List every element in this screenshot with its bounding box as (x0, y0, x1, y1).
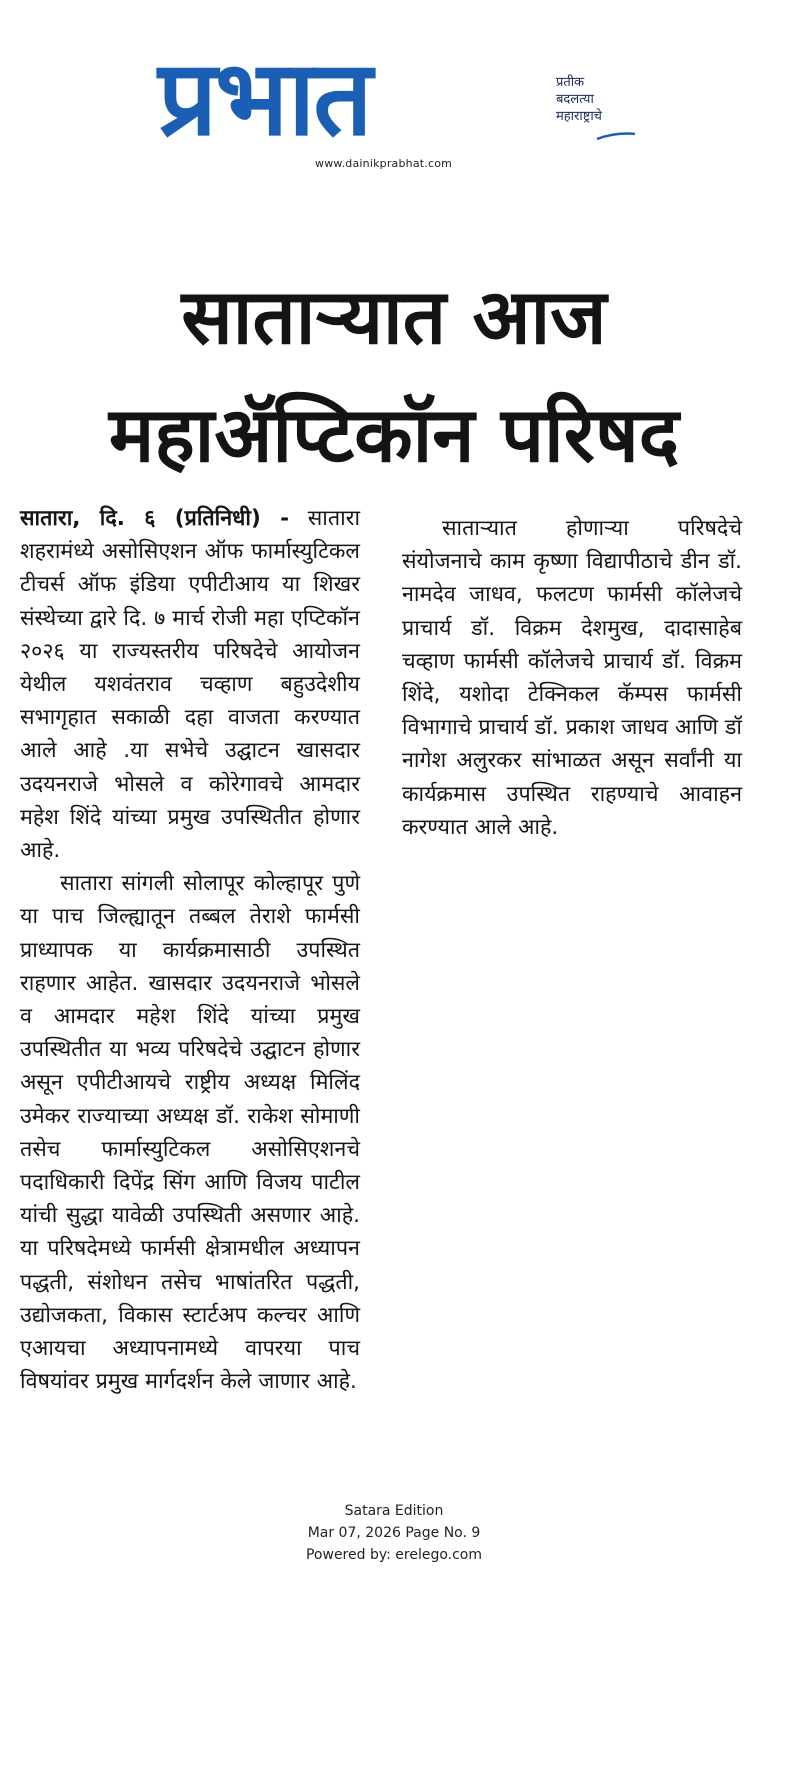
tagline-line-2: बदलत्या (556, 92, 594, 107)
website-link[interactable]: www.dainikprabhat.com (315, 157, 453, 170)
logo-tagline (556, 74, 602, 125)
headline-line-2: महाॲप्टिकॉन परिषद (108, 390, 680, 479)
page-footer (0, 1500, 788, 1566)
article-headline (0, 258, 788, 494)
headline-line-1: साताऱ्यात आज (181, 272, 607, 361)
paragraph-3: साताऱ्यात होणाऱ्या परिषदेचे संयोजनाचे काम कृष्णा विद्यापीठाचे डीन डॉ. नामदेव जाधव, फलटण फार्मसी कॉलेजचे प्राचार्य डॉ. विक्रम देशमुख, दादासाहेब चव्हाण फार्मसी कॉलेजचे प्राचार्य डॉ. विक्रम शिंदे, यशोदा टेक्निकल कॅम्पस फार्मसी विभागाचे प्राचार्य डॉ. प्रकाश जाधव आणि डॉ नागेश अलुरकर सांभाळत असून सर्वांनी या कार्यक्रमास उपस्थित राहण्याचे आवाहन करण्यात आले आहे. (402, 516, 742, 840)
article-column-right (402, 502, 742, 844)
tagline-line-1: प्रतीक (556, 75, 585, 90)
paragraph-1 (20, 502, 360, 867)
article-column-left (20, 502, 360, 1398)
paragraph-2: सातारा सांगली सोलापूर कोल्हापूर पुणे या पाच जिल्ह्यातून तब्बल तेराशे फार्मसी प्राध्यापक या कार्यक्रमासाठी उपस्थित राहणार आहेत. खासदार उदयनराजे भोसले व आमदार महेश शिंदे यांच्या प्रमुख उपस्थितीत या भव्य परिषदेचे उद्घाटन होणार असून एपीटीआयचे राष्ट्रीय अध्यक्ष मिलिंद उमेकर राज्याच्या अध्यक्ष डॉ. राकेश सोमाणी तसेच फार्मास्युटिकल असोसिएशनचे पदाधिकारी दिपेंद्र सिंग आणि विजय पाटील यांची सुद्धा यावेळी उपस्थिती असणार आहे. या परिषदेमध्ये फार्मसी क्षेत्रामधील अध्यापन पद्धती, संशोधन तसेच भाषांतरित पद्धती, उद्योजकता, विकास स्टार्टअप कल्चर आणि एआयचा अध्यापनामध्ये वापरया पाच विषयांवर प्रमुख मार्गदर्शन केले जाणार आहे. (20, 871, 360, 1395)
article-body (20, 502, 742, 1786)
newspaper-logo: प्रभात (158, 37, 371, 159)
edition-label: Satara Edition (344, 1503, 444, 1519)
masthead (0, 38, 788, 188)
paragraph-1-text: सातारा शहरामंध्ये असोसिएशन ऑफ फार्मास्युटिकल टीचर्स ऑफ इंडिया एपीटीआय या शिखर संस्थेच्या द्वारे दि. ७ मार्च रोजी महा एप्टिकॉन २०२६ या राज्यस्तरीय परिषदेचे आयोजन येथील यशवंतराव चव्हाण बहुउदेशीय सभागृहात सकाळी दहा वाजता करण्यात आले आहे .या सभेचे उद्घाटन खासदार उदयनराजे भोसले व कोरेगावचे आमदार महेश शिंदे यांच्या प्रमुख उपस्थितीत होणार आहे. (20, 506, 361, 864)
tagline-line-3: महाराष्ट्राचे (556, 109, 602, 124)
date-page-label: Mar 07, 2026 Page No. 9 (307, 1525, 481, 1541)
powered-by-label: Powered by: erelego.com (305, 1547, 483, 1563)
dateline: सातारा, दि. ६ (प्रतिनिधी) - (20, 506, 290, 531)
swoosh-icon (596, 131, 636, 141)
